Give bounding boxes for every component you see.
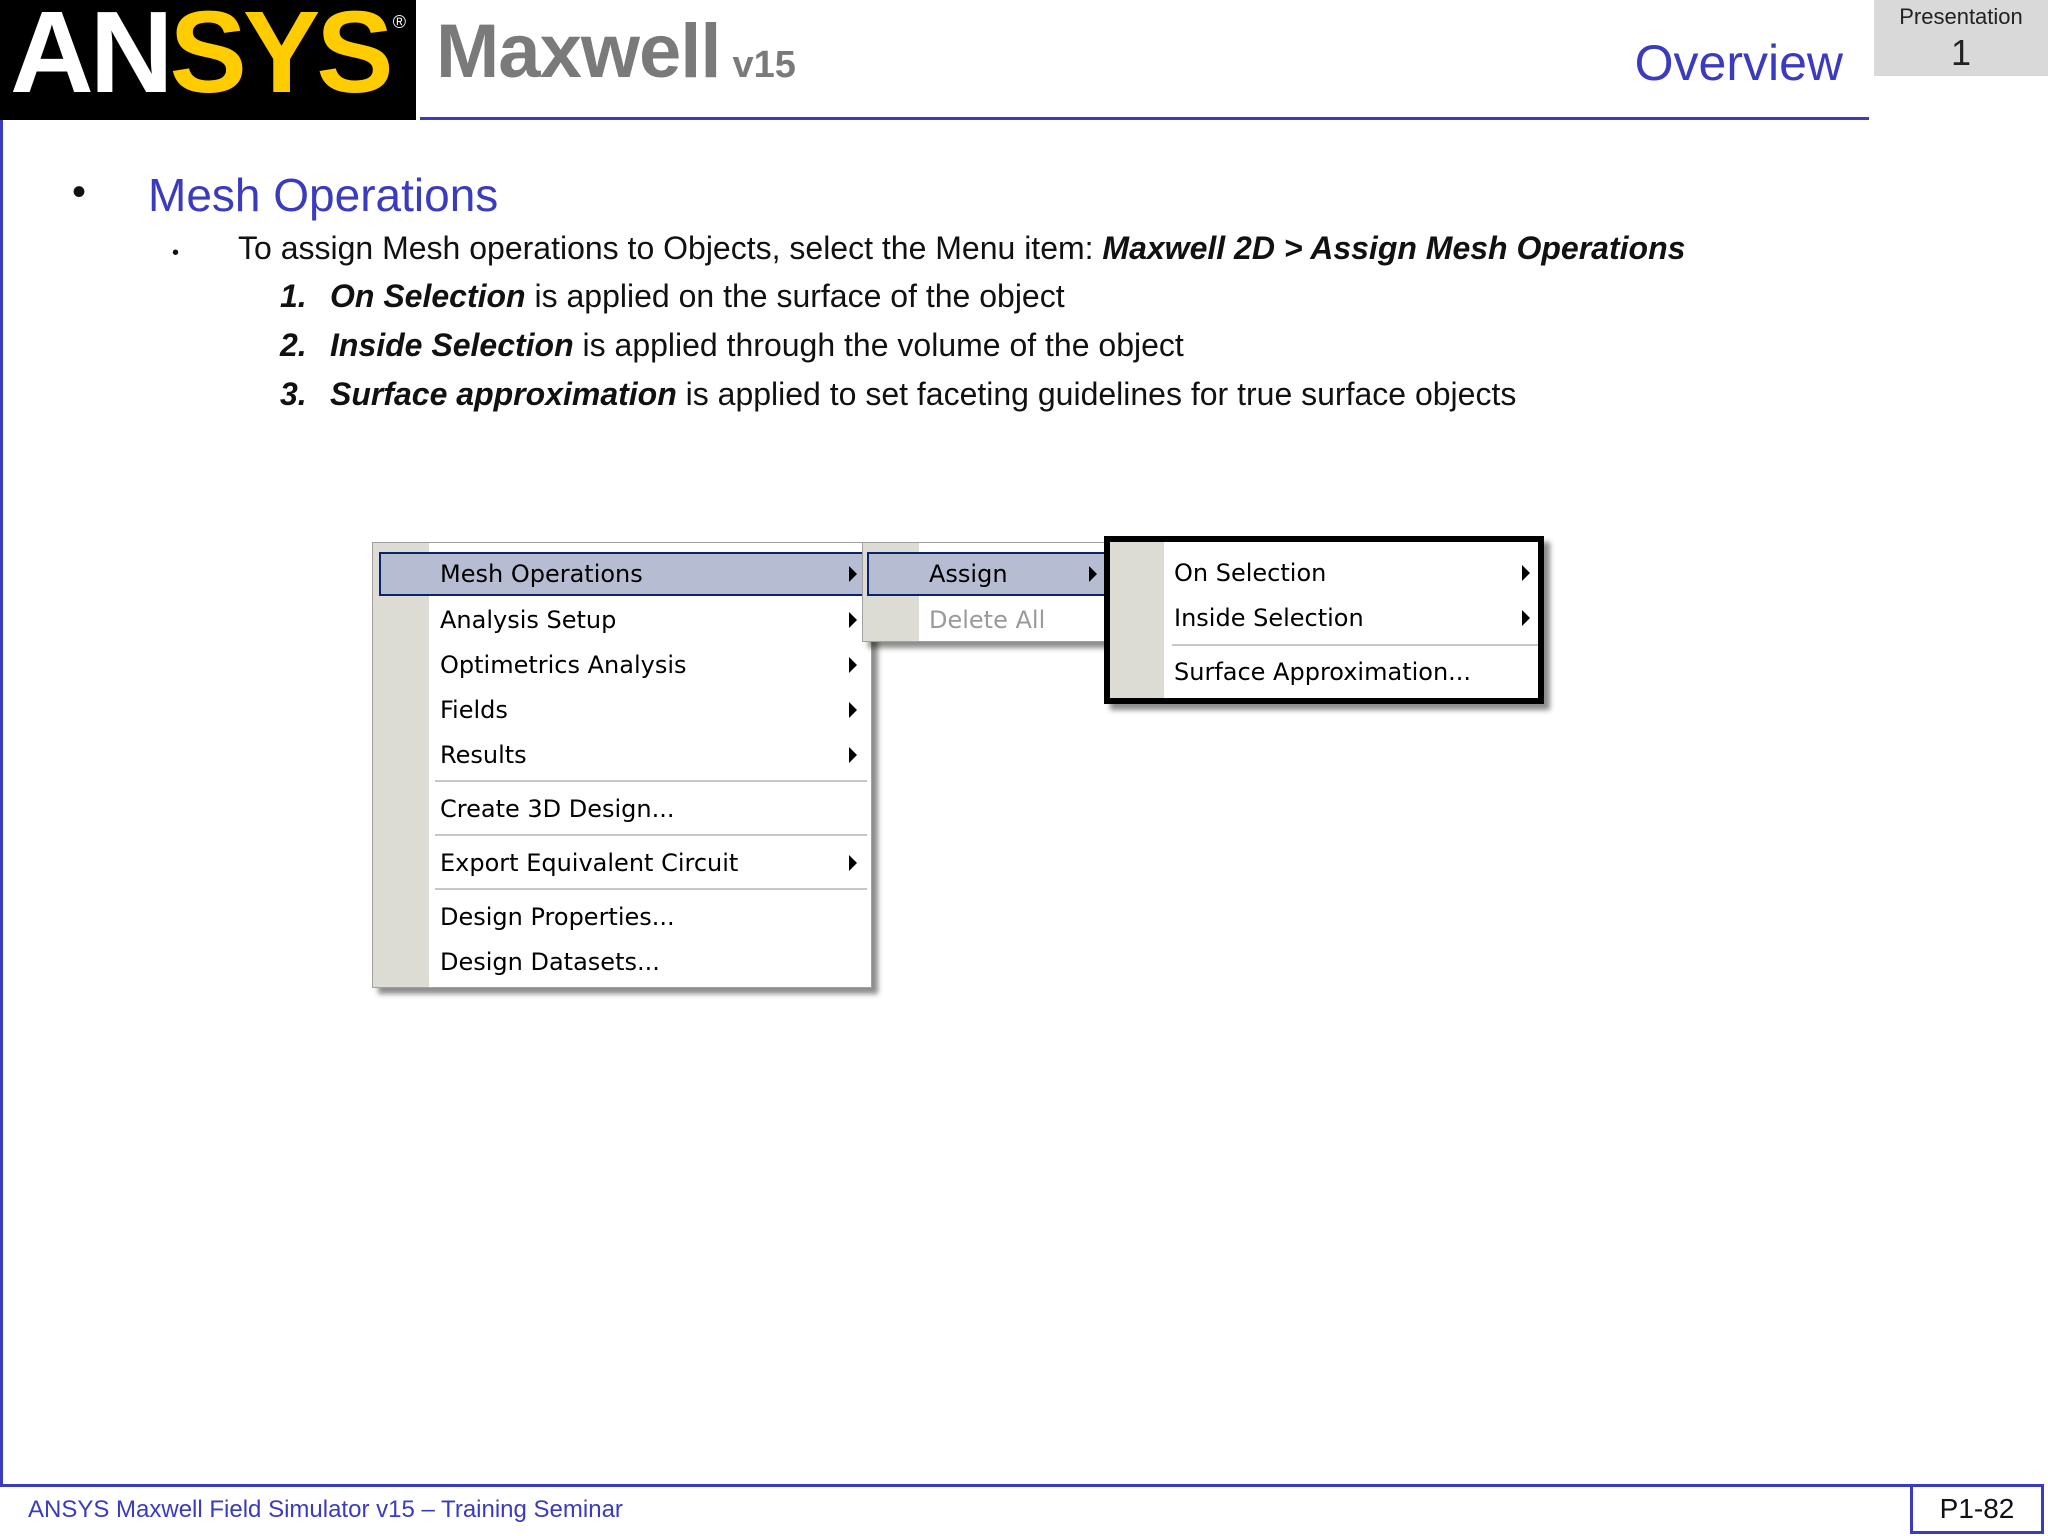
item-term: On Selection (330, 278, 526, 314)
submenu-arrow-icon (1522, 610, 1530, 626)
menu-item-optimetrics-analysis[interactable] (379, 643, 867, 687)
menu-item-create-3d-design[interactable] (379, 787, 867, 831)
menu-item-design-datasets[interactable] (379, 940, 867, 984)
menu-item-label: Surface Approximation... (1174, 658, 1472, 686)
submenu-arrow-icon (849, 855, 857, 871)
numbered-item (280, 278, 1065, 315)
left-divider (0, 120, 3, 1486)
item-term: Inside Selection (330, 327, 574, 363)
footer-divider (0, 1484, 1910, 1487)
page-number: P1-82 (1910, 1484, 2044, 1534)
menu-item-analysis-setup[interactable] (379, 598, 867, 642)
menu-item-design-properties[interactable] (379, 895, 867, 939)
presentation-badge (1874, 0, 2048, 76)
menu-item-label: Optimetrics Analysis (440, 651, 687, 679)
numbered-item (280, 327, 1184, 364)
ansys-logo (0, 0, 416, 120)
menu-item-label: Export Equivalent Circuit (440, 849, 739, 877)
menu-item-label: Assign (929, 560, 1008, 588)
submenu-arrow-icon (849, 747, 857, 763)
item-number: 2. (280, 327, 307, 363)
assign-submenu (1104, 536, 1544, 704)
item-text: is applied on the surface of the object (525, 278, 1065, 314)
menu-item-label: Analysis Setup (440, 606, 617, 634)
presentation-label: Presentation (1899, 4, 2023, 29)
item-number: 1. (280, 278, 307, 314)
footer-title: ANSYS Maxwell Field Simulator v15 – Training Seminar (28, 1496, 623, 1523)
menu-item-label: On Selection (1174, 559, 1327, 587)
submenu-arrow-icon (849, 702, 857, 718)
logo-text: ANSYS (10, 0, 390, 117)
menu-item-label: Inside Selection (1174, 604, 1364, 632)
instruction-prefix: To assign Mesh operations to Objects, select the Menu item: (238, 230, 1103, 266)
menu-item-inside-selection[interactable] (1114, 596, 1538, 640)
menu-item-label: Design Properties... (440, 903, 675, 931)
item-text: is applied to set faceting guidelines for true surface objects (676, 376, 1517, 412)
numbered-item (280, 376, 1516, 413)
mesh-operations-submenu (862, 542, 1112, 642)
menu-item-label: Delete All (929, 606, 1046, 634)
header-divider (420, 117, 1869, 120)
main-context-menu (372, 542, 872, 988)
submenu-arrow-icon (849, 612, 857, 628)
menu-item-results[interactable] (379, 733, 867, 777)
menu-item-on-selection[interactable] (1114, 551, 1538, 595)
menu-item-assign[interactable] (867, 552, 1109, 596)
menu-item-label: Fields (440, 696, 508, 724)
menu-separator (435, 780, 867, 782)
instruction-line (238, 230, 1685, 267)
menu-separator (435, 888, 867, 890)
item-text: is applied through the volume of the object (573, 327, 1184, 363)
menu-item-export-equivalent-circuit[interactable] (379, 841, 867, 885)
registered-mark-icon: ® (392, 12, 406, 32)
submenu-arrow-icon (849, 566, 857, 582)
menu-item-label: Mesh Operations (440, 560, 643, 588)
menu-item-surface-approximation[interactable] (1114, 650, 1538, 694)
menu-item-mesh-operations[interactable] (379, 552, 867, 596)
menu-separator (435, 834, 867, 836)
product-version: v15 (732, 44, 796, 86)
menu-item-fields[interactable] (379, 688, 867, 732)
instruction-menu-path: Maxwell 2D > Assign Mesh Operations (1102, 230, 1686, 266)
presentation-number: 1 (1950, 32, 1972, 73)
item-term: Surface approximation (330, 376, 677, 412)
submenu-arrow-icon (1089, 566, 1097, 582)
menu-item-delete-all[interactable] (867, 598, 1109, 642)
item-number: 3. (280, 376, 307, 412)
menu-item-label: Design Datasets... (440, 948, 660, 976)
content-heading: Mesh Operations (148, 169, 499, 221)
slide-section-title: Overview (1634, 35, 1843, 91)
menu-separator (1172, 644, 1538, 646)
submenu-arrow-icon (1522, 565, 1530, 581)
menu-item-label: Results (440, 741, 527, 769)
menu-item-label: Create 3D Design... (440, 795, 675, 823)
submenu-arrow-icon (849, 657, 857, 673)
product-name: Maxwell (436, 9, 721, 94)
product-title (436, 9, 796, 94)
bullet-icon: • (72, 170, 87, 214)
sub-bullet-icon: • (172, 242, 180, 264)
